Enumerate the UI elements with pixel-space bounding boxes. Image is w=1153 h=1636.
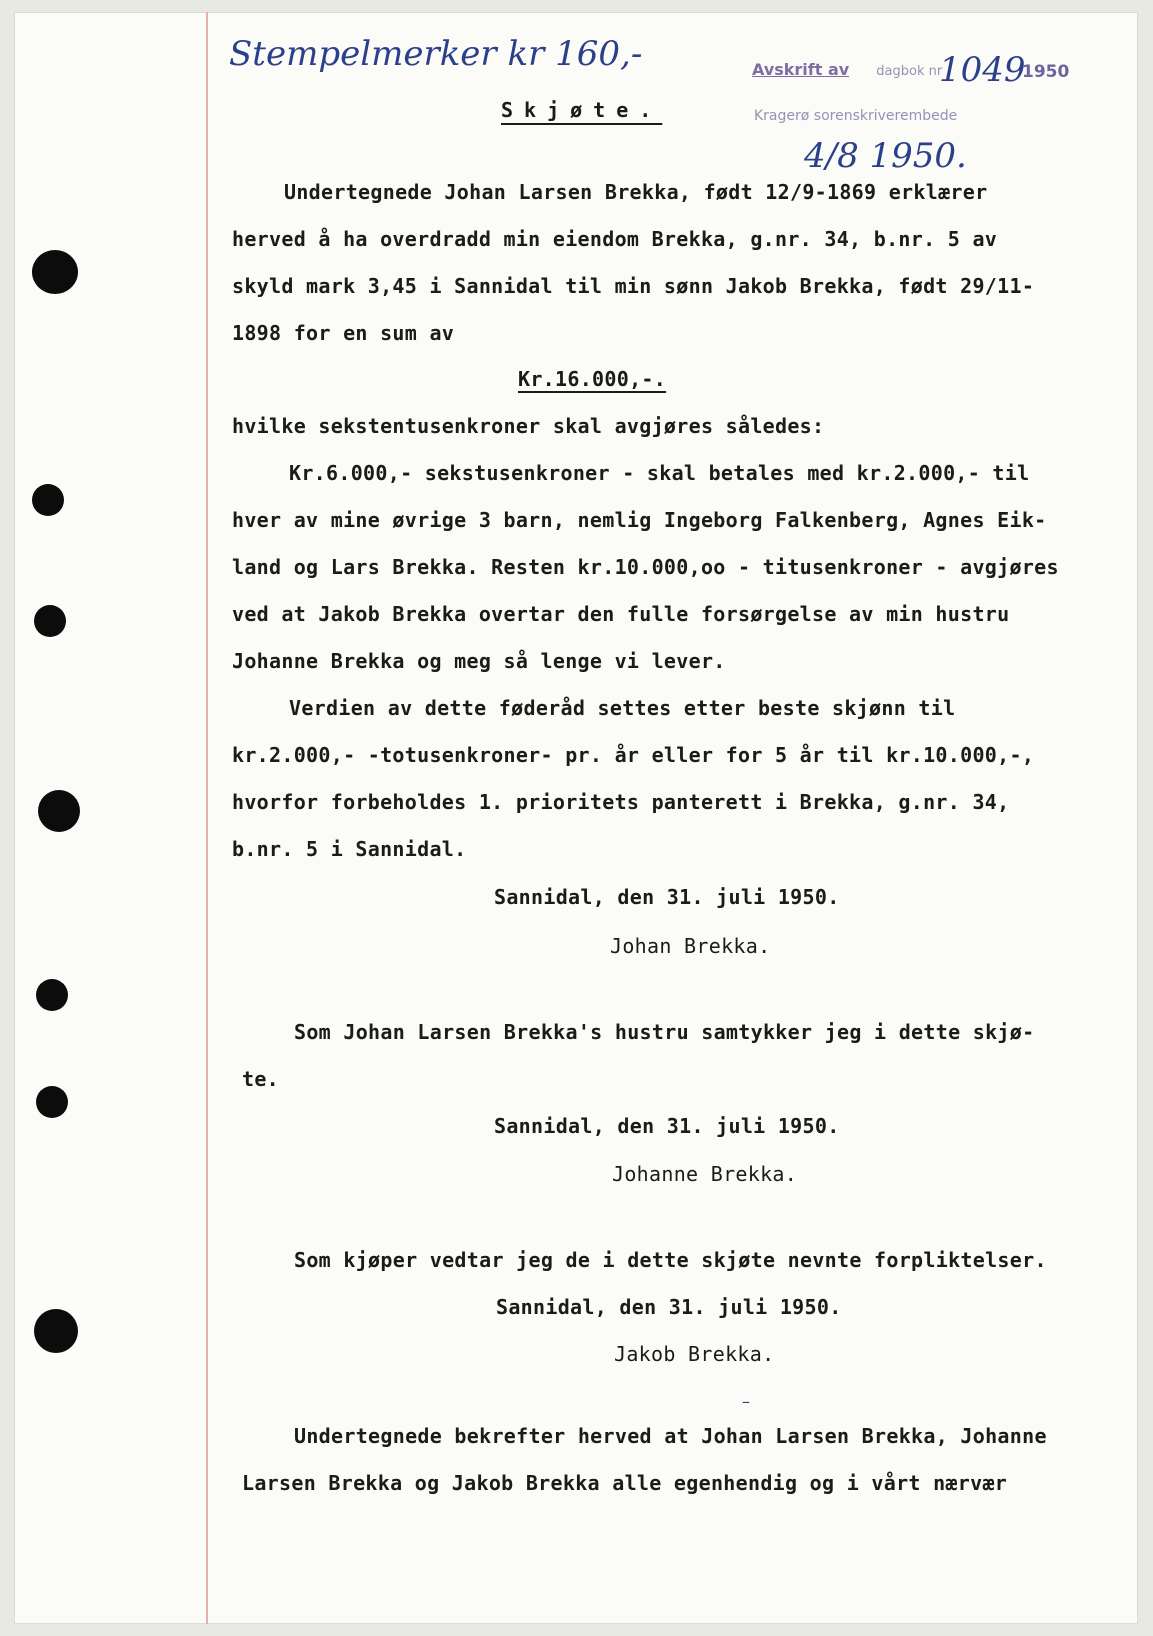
stamp-duty-note: Stempelmerker kr 160,- — [229, 34, 643, 74]
copy-stamp-office: Kragerø sorenskriverembede — [754, 108, 958, 124]
punch-hole — [32, 484, 64, 516]
body-line: b.nr. 5 i Sannidal. — [232, 837, 467, 861]
body-line: Larsen Brekka og Jakob Brekka alle egenhendig og i vårt nærvær — [242, 1471, 1008, 1495]
body-line: land og Lars Brekka. Resten kr.10.000,oo - titusenkroner - avgjøres — [232, 555, 1059, 579]
punch-hole — [36, 979, 68, 1011]
document-title: Skjøte. — [501, 98, 663, 122]
sum-amount: Kr.16.000,-. — [518, 367, 667, 391]
punch-hole — [38, 790, 80, 832]
copy-stamp-prefix: Avskrift av — [752, 60, 850, 79]
body-line: hver av mine øvrige 3 barn, nemlig Ingeborg Falkenberg, Agnes Eik- — [232, 508, 1047, 532]
signature-name: Johanne Brekka. — [612, 1162, 798, 1186]
copy-stamp-journal: dagbok nr — [876, 64, 943, 79]
body-line: skyld mark 3,45 i Sannidal til min sønn Jakob Brekka, født 29/11- — [232, 274, 1035, 298]
copy-stamp-year: 1950 — [1022, 62, 1070, 82]
body-line: Johanne Brekka og meg så lenge vi lever. — [232, 649, 726, 673]
registration-date: 4/8 1950. — [804, 136, 967, 176]
body-line: Som Johan Larsen Brekka's hustru samtykker jeg i dette skjø- — [294, 1020, 1035, 1044]
body-line: hvorfor forbeholdes 1. prioritets panterett i Brekka, g.nr. 34, — [232, 790, 1010, 814]
place-date-line: Sannidal, den 31. juli 1950. — [494, 885, 840, 909]
body-line: te. — [242, 1067, 280, 1091]
body-line: Som kjøper vedtar jeg de i dette skjøte nevnte forpliktelser. — [294, 1248, 1047, 1272]
copy-stamp — [752, 60, 942, 79]
pen-mark-icon: – — [742, 1392, 750, 1411]
body-line: Undertegnede bekrefter herved at Johan Larsen Brekka, Johanne — [294, 1424, 1047, 1448]
body-line: herved å ha overdradd min eiendom Brekka, g.nr. 34, b.nr. 5 av — [232, 227, 998, 251]
punch-hole — [36, 1086, 68, 1118]
place-date-line: Sannidal, den 31. juli 1950. — [496, 1295, 842, 1319]
document-page — [14, 12, 1138, 1624]
punch-hole — [34, 1309, 78, 1353]
body-line: Kr.6.000,- sekstusenkroner - skal betales med kr.2.000,- til — [289, 461, 1030, 485]
copy-stamp-number: 1049 — [939, 50, 1026, 90]
punch-hole — [34, 605, 66, 637]
body-line: Verdien av dette føderåd settes etter beste skjønn til — [289, 696, 956, 720]
body-line: kr.2.000,- -totusenkroner- pr. år eller for 5 år til kr.10.000,-, — [232, 743, 1035, 767]
signature-name: Jakob Brekka. — [614, 1342, 775, 1366]
punch-hole — [32, 250, 78, 294]
body-line: ved at Jakob Brekka overtar den fulle forsørgelse av min hustru — [232, 602, 1010, 626]
margin-rule — [206, 12, 208, 1624]
body-line: Undertegnede Johan Larsen Brekka, født 12/9-1869 erklærer — [284, 180, 988, 204]
place-date-line: Sannidal, den 31. juli 1950. — [494, 1114, 840, 1138]
body-line: 1898 for en sum av — [232, 321, 455, 345]
body-line: hvilke sekstentusenkroner skal avgjøres således: — [232, 414, 825, 438]
signature-name: Johan Brekka. — [610, 934, 771, 958]
